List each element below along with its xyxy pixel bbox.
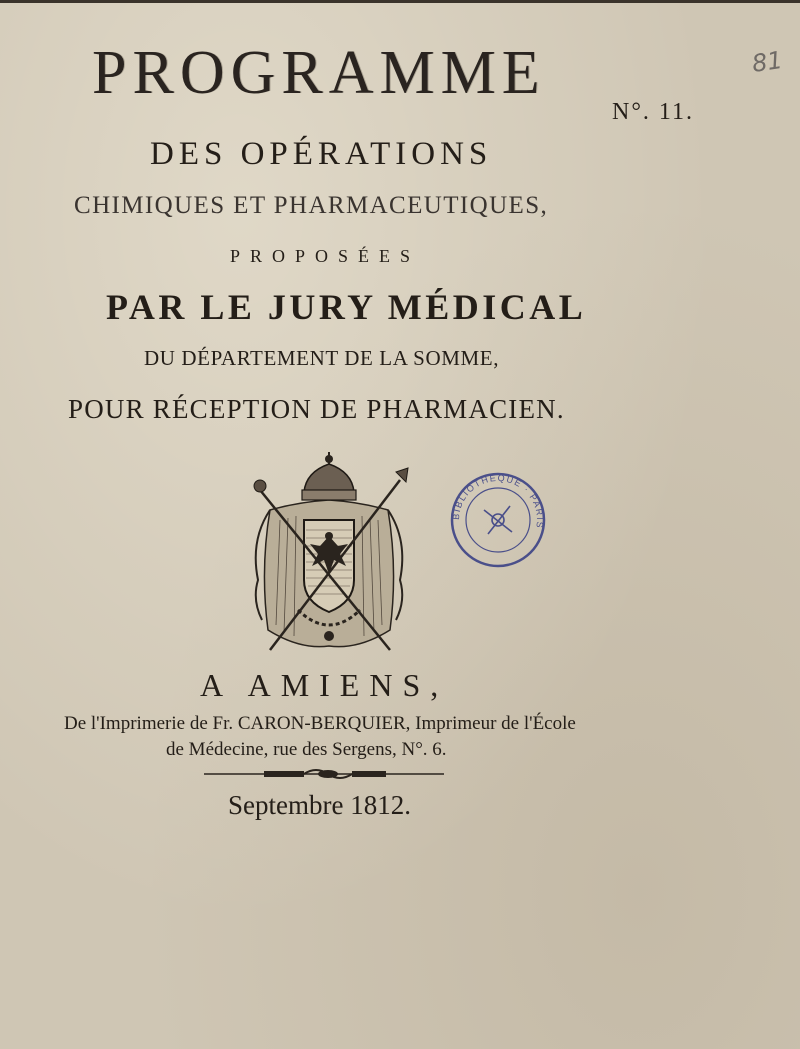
document-number: N°. 11. [612, 99, 695, 125]
handwritten-archive-mark: 81 [750, 46, 785, 78]
subtitle-department: DU DÉPARTEMENT DE LA SOMME, [144, 346, 500, 370]
ornamental-divider [204, 766, 444, 782]
imprint-address-line: de Médecine, rue des Sergens, N°. 6. [166, 739, 447, 760]
document-title: PROGRAMME [92, 39, 546, 107]
subtitle-proposed: PROPOSÉES [230, 246, 421, 266]
imprint-city: A AMIENS, [200, 667, 449, 703]
subtitle-reception: POUR RÉCEPTION DE PHARMACIEN. [68, 394, 565, 424]
stamp-text: BIBLIOTHÈQUE · PARIS [450, 472, 546, 530]
subtitle-chemical: CHIMIQUES ET PHARMACEUTIQUES, [74, 192, 549, 219]
subtitle-operations: DES OPÉRATIONS [150, 136, 493, 172]
imprint-printer-line: De l'Imprimerie de Fr. CARON-BERQUIER, Imprimeur de l'École [64, 713, 576, 734]
library-stamp [448, 470, 548, 570]
publication-date: Septembre 1812. [228, 790, 411, 820]
coat-of-arms-emblem [240, 450, 418, 660]
subtitle-jury: PAR LE JURY MÉDICAL [106, 287, 587, 327]
